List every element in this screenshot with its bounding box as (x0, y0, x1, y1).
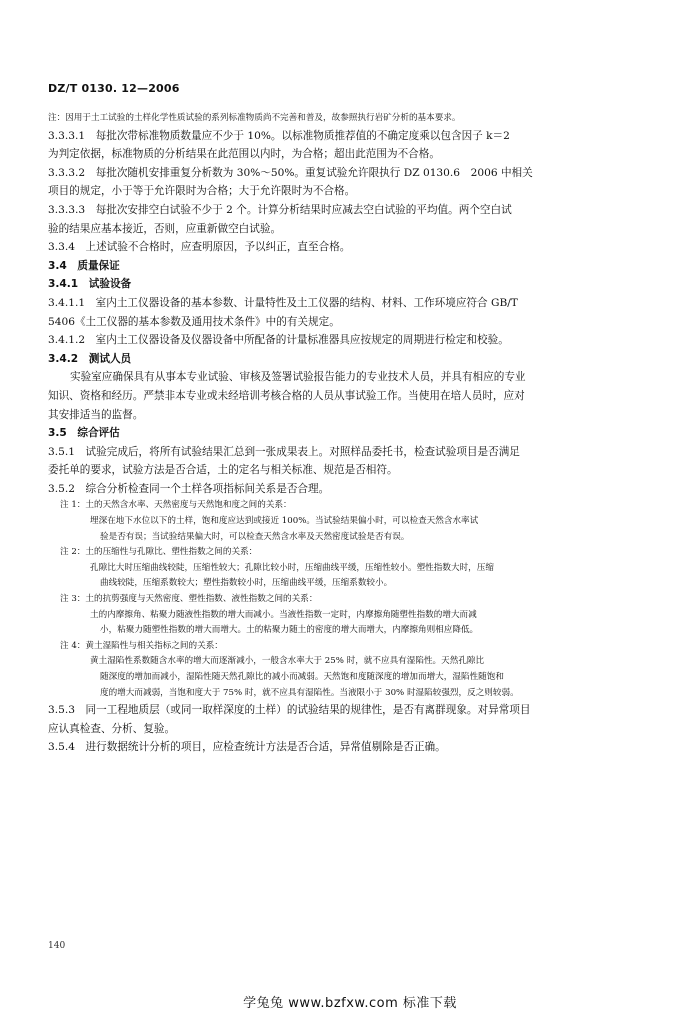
footer-watermark: 学兔兔 www.bzfxw.com 标准下载 (243, 996, 457, 1011)
text-line: 3.5.1 试验完成后，将所有试验结果汇总到一张成果表上。对照样品委托书，检查试验项目是否满足 (48, 445, 520, 458)
standard-code: DZ/T 0130. 12—2006 (48, 82, 180, 95)
text-line: 埋深在地下水位以下的土样，饱和度应达到或接近 100%。当试验结果偏小时，可以检查天然含水率试 (90, 516, 479, 527)
text-line: 应认真检查、分析、复验。 (48, 722, 176, 735)
text-line: 3.5.4 进行数据统计分析的项目，应检查统计方法是否合适，异常值剔除是否正确。 (48, 741, 446, 754)
text-line: 3.5.3 同一工程地质层（或同一取样深度的土样）的试验结果的规律性，是否有离群现象。对异常项目 (48, 704, 531, 717)
text-line: 3.5.2 综合分析检查同一个土样各项指标间关系是否合理。 (48, 482, 330, 495)
text-line: 项目的规定，小于等于允许限时为合格；大于允许限时为不合格。 (48, 185, 356, 198)
text-line: 其安排适当的监督。 (48, 408, 144, 421)
text-line: 3.3.3.3 每批次安排空白试验不少于 2 个。计算分析结果时应减去空白试验的平均值。两个空白试 (48, 203, 512, 216)
section-heading: 3.4.2 测试人员 (48, 352, 132, 365)
section-heading: 3.4.1 试验设备 (48, 278, 132, 291)
text-line: 注：因用于土工试验的土样化学性质试验的系列标准物质尚不完善和普及，故参照执行岩矿分析的基本要求。 (48, 113, 461, 123)
text-line: 为判定依据，标准物质的分析结果在此范围以内时，为合格；超出此范围为不合格。 (48, 148, 440, 161)
text-line: 验是否有误；当试验结果偏大时，可以检查天然含水率及天然密度试验是否有误。 (100, 531, 410, 542)
text-line: 3.3.3.2 每批次随机安排重复分析数为 30%～50%。重复试验允许限执行 DZ 0130.6 2006 中相关 (48, 166, 533, 179)
text-line: 5406《土工仪器的基本参数及通用技术条件》中的有关规定。 (48, 315, 340, 328)
text-line: 随深度的增加而减小，湿陷性随天然孔隙比的减小而减弱。天然饱和度随深度的增加而增大，湿陷性随饱和 (100, 672, 504, 682)
text-line: 实验室应确保具有从事本专业试验、审核及签署试验报告能力的专业技术人员，并具有相应的专业 (70, 371, 526, 384)
text-line: 度的增大而减弱，当饱和度大于 75% 时，就不应具有湿陷性。当液限小于 30% 时湿陷较强烈，反之则较弱。 (100, 687, 519, 698)
text-line: 3.3.4 上述试验不合格时，应查明原因，予以纠正，直至合格。 (48, 241, 351, 254)
text-line: 注 2：土的压缩性与孔隙比、塑性指数之间的关系： (60, 547, 258, 558)
text-line: 知识、资格和经历。严禁非本专业或未经培训考核合格的人员从事试验工作。当使用在培人员时，应对 (48, 389, 525, 402)
page-number: 140 (48, 941, 66, 951)
text-line: 3.4.1.2 室内土工仪器设备及仪器设备中所配备的计量标准器具应按规定的周期进行检定和校验。 (48, 334, 509, 347)
section-heading: 3.4 质量保证 (48, 259, 120, 272)
text-line: 验的结果应基本接近，否则，应重新做空白试验。 (48, 222, 282, 235)
text-line: 3.4.1.1 室内土工仪器设备的基本参数、计量特性及土工仪器的结构、材料、工作环境应符合 GB/T (48, 296, 518, 309)
text-line: 注 4：黄土湿陷性与相关指标之间的关系： (60, 640, 223, 651)
text-line: 小，粘聚力随塑性指数的增大而增大。土的粘聚力随土的密度的增大而增大，内摩擦角则相应降低。 (100, 625, 479, 636)
text-line: 3.3.3.1 每批次带标准物质数量应不少于 10%。以标准物质推荐值的不确定度乘以包含因子 k＝2 (48, 129, 510, 142)
text-line: 注 3：土的抗剪强度与天然密度、塑性指数、液性指数之间的关系： (60, 594, 318, 605)
section-heading: 3.5 综合评估 (48, 427, 120, 440)
document-body (48, 111, 660, 757)
text-line: 曲线较陡，压缩系数较大；塑性指数较小时，压缩曲线平缓，压缩系数较小。 (100, 578, 393, 589)
text-line: 注 1：土的天然含水率、天然密度与天然饱和度之间的关系： (60, 500, 292, 511)
text-line: 黄土湿陷性系数随含水率的增大而逐渐减小，一般含水率大于 25% 时，就不应具有湿陷性。天然孔隙比 (90, 656, 485, 667)
text-line: 委托单的要求，试验方法是否合适，土的定名与相关标准、规范是否相符。 (48, 464, 398, 477)
text-line: 土的内摩擦角、粘聚力随液性指数的增大而减小。当液性指数一定时，内摩擦角随塑性指数的增大而减 (90, 609, 477, 620)
text-line: 孔隙比大时压缩曲线较陡，压缩性较大；孔隙比较小时，压缩曲线平缓，压缩性较小。塑性指数大时，压缩 (90, 562, 494, 573)
